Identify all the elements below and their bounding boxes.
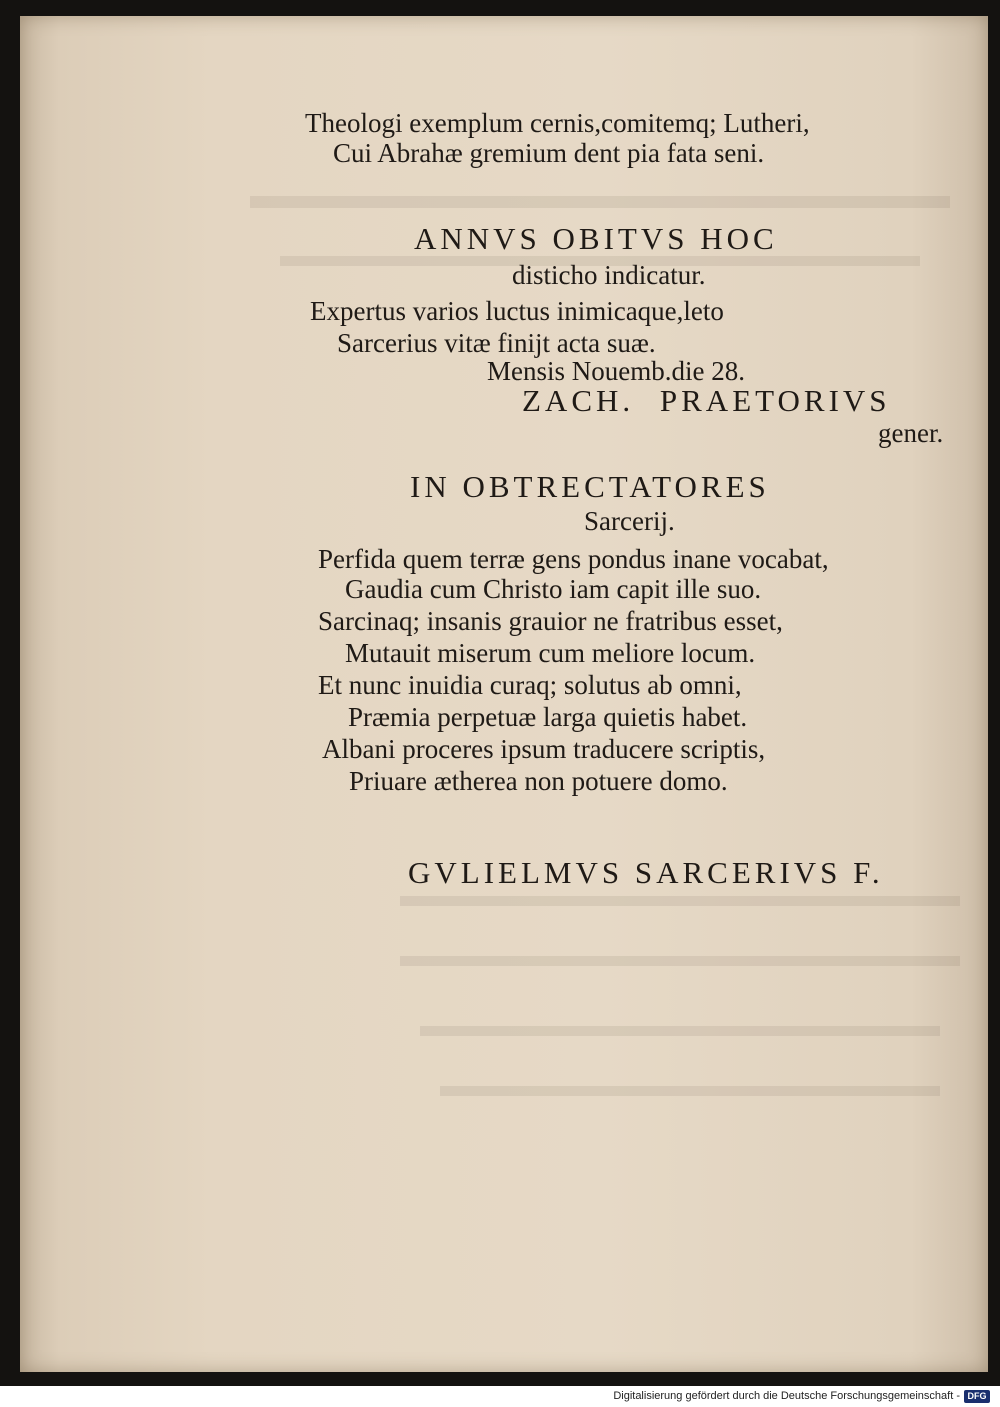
signature: GVLIELMVS SARCERIVS F. [408, 855, 884, 890]
obtrectatores-line: Mutauit miserum cum meliore locum. [345, 638, 756, 668]
obtrectatores-heading: IN OBTRECTATORES [410, 469, 770, 504]
dfg-logo-icon: DFG [964, 1390, 990, 1403]
obtrectatores-line: Albani proceres ipsum traducere scriptis, [322, 734, 766, 764]
epitaph-line-1: Theologi exemplum cernis,comitemq; Lutheri, [305, 108, 810, 138]
obtrectatores-line: Sarcinaq; insanis grauior ne fratribus esset, [318, 606, 783, 636]
annus-author: ZACH. PRAETORIVS [522, 383, 891, 418]
footer-credit: Digitalisierung gefördert durch die Deutsche Forschungsgemeinschaft - [613, 1390, 960, 1402]
obtrectatores-line: Et nunc inuidia curaq; solutus ab omni, [318, 670, 742, 700]
annus-author-role: gener. [878, 418, 944, 448]
obtrectatores-line: Præmia perpetuæ larga quietis habet. [348, 702, 748, 732]
annus-date: Mensis Nouemb.die 28. [487, 356, 745, 386]
digitization-footer [0, 1386, 1000, 1407]
obtrectatores-subheading: Sarcerij. [584, 506, 675, 536]
annus-heading: ANNVS OBITVS HOC [414, 221, 778, 256]
annus-line-1: Expertus varios luctus inimicaque,leto [310, 296, 724, 326]
annus-line-2: Sarcerius vitæ finijt acta suæ. [337, 328, 656, 358]
obtrectatores-line: Priuare ætherea non potuere domo. [349, 766, 728, 796]
obtrectatores-line: Gaudia cum Christo iam capit ille suo. [345, 574, 762, 604]
annus-subheading: disticho indicatur. [512, 260, 706, 290]
obtrectatores-line: Perfida quem terræ gens pondus inane vocabat, [318, 544, 829, 574]
epitaph-line-2: Cui Abrahæ gremium dent pia fata seni. [333, 138, 765, 168]
